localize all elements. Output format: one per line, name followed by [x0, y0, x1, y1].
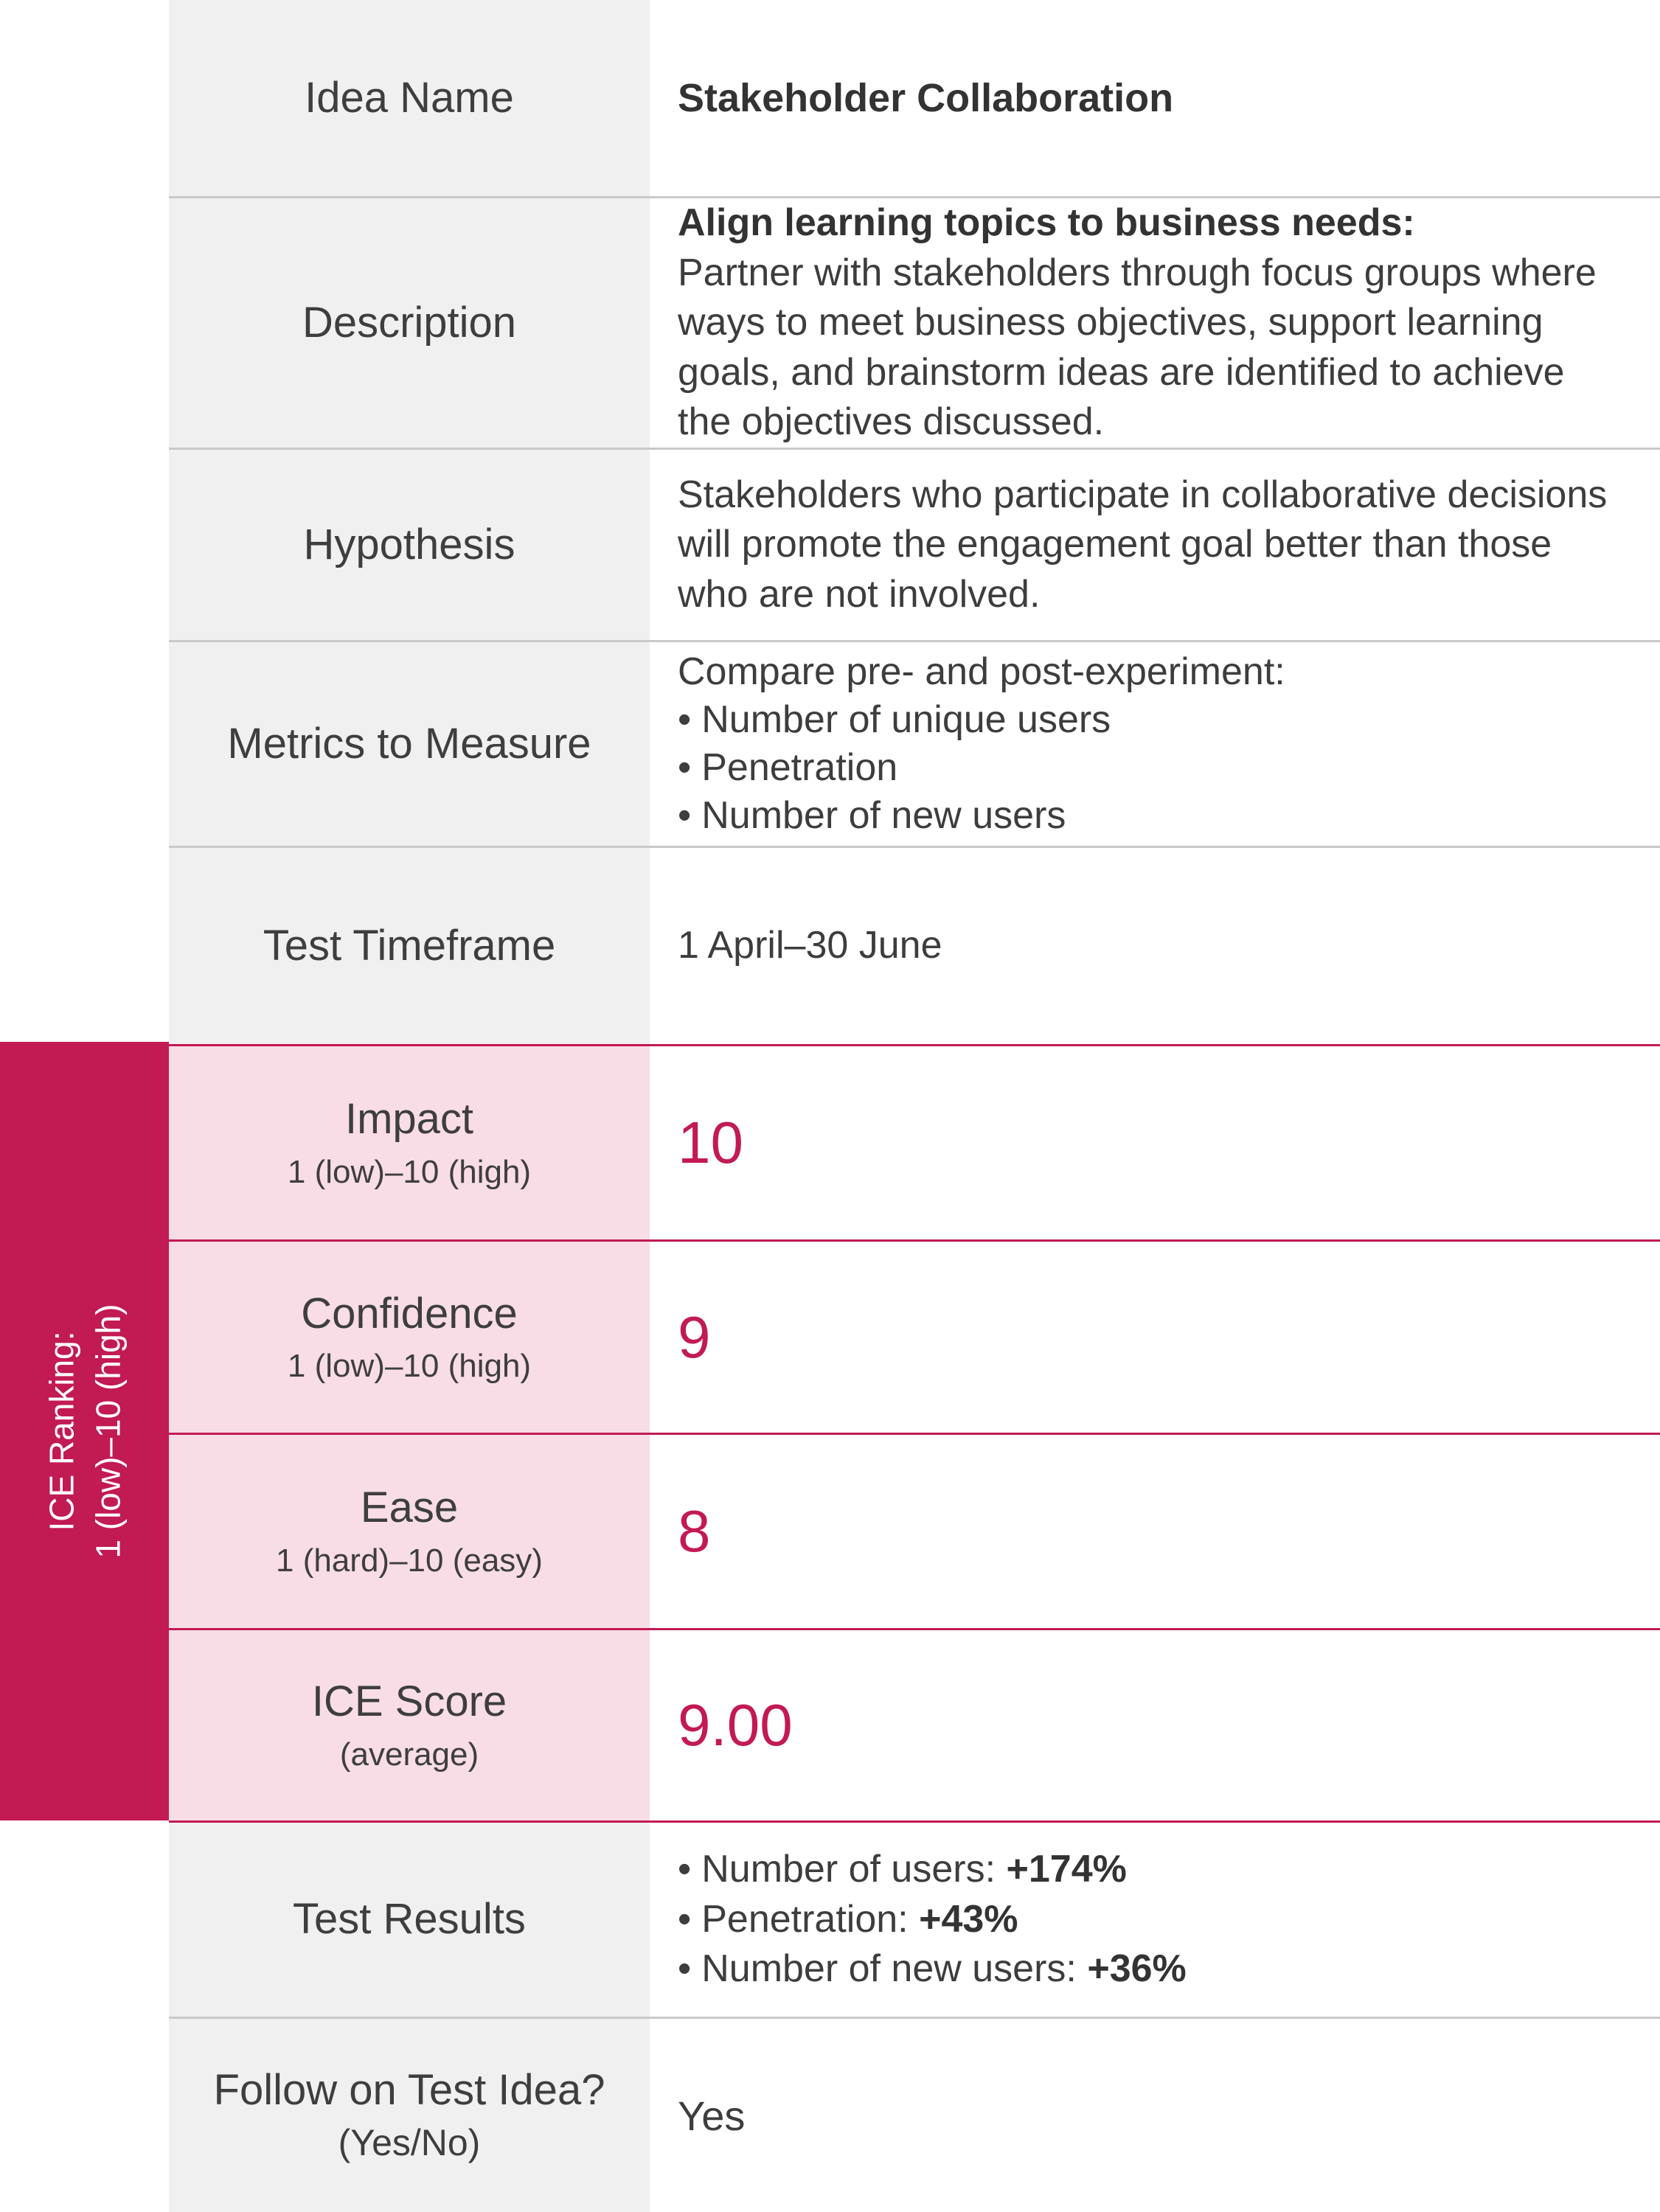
hypothesis-value-cell: [650, 450, 1660, 640]
bullet-icon: •: [678, 746, 692, 789]
description-value-cell: [650, 198, 1660, 448]
row-timeframe: [169, 846, 1660, 1044]
metrics-bullet-3-text: Number of new users: [701, 794, 1066, 837]
ice-ranking-sidebar: [0, 1042, 169, 1820]
test-results-bullet-2-text: Penetration:: [701, 1897, 920, 1941]
test-results-label-cell: [169, 1823, 650, 2017]
test-results-label: Test Results: [293, 1895, 526, 1944]
confidence-value-cell: [650, 1242, 1660, 1433]
row-description: [169, 196, 1660, 448]
follow-on-value: Yes: [678, 2092, 746, 2139]
description-body: Partner with stakeholders through focus groups where ways to meet business objectives, support learning goals, and brainstorm ideas are identified to achieve the objectives discussed.: [678, 251, 1597, 444]
description-label: Description: [302, 298, 517, 347]
follow-on-value-cell: [650, 2019, 1660, 2212]
hypothesis-value: Stakeholders who participate in collaborative decisions will promote the engagement goal better than those who are not involved.: [678, 473, 1608, 616]
ice-score-value-cell: [650, 1630, 1660, 1820]
bullet-icon: •: [678, 794, 692, 837]
idea-name-value: Stakeholder Collaboration: [678, 76, 1174, 120]
metrics-bullet-1-text: Number of unique users: [701, 698, 1111, 741]
row-ease: [169, 1433, 1660, 1628]
ice-ranking-scale: 1 (low)–10 (high): [88, 1304, 127, 1559]
idea-name-value-cell: [650, 0, 1660, 196]
metrics-bullet-3: [678, 792, 1628, 840]
row-idea-name: [169, 0, 1660, 196]
bullet-icon: •: [678, 698, 692, 741]
metrics-intro: Compare pre- and post-experiment:: [678, 650, 1285, 693]
metrics-bullet-1: [678, 696, 1628, 744]
row-metrics: [169, 640, 1660, 846]
ice-score-value: 9.00: [678, 1692, 793, 1758]
ice-score-label-cell: [169, 1630, 650, 1820]
timeframe-label-cell: [169, 848, 650, 1044]
test-results-bullet-3-value: +36%: [1087, 1947, 1187, 1991]
confidence-label: Confidence: [301, 1289, 518, 1338]
metrics-label-cell: [169, 642, 650, 846]
idea-name-label: Idea Name: [305, 73, 514, 122]
ease-sublabel: 1 (hard)–10 (easy): [276, 1542, 543, 1579]
row-ice-score: [169, 1628, 1660, 1820]
row-impact: [169, 1044, 1660, 1239]
test-results-bullet-1-text: Number of users:: [701, 1848, 1007, 1891]
metrics-label: Metrics to Measure: [227, 719, 591, 768]
row-confidence: [169, 1239, 1660, 1433]
impact-label: Impact: [344, 1095, 474, 1144]
metrics-bullet-2-text: Penetration: [701, 746, 898, 789]
ease-label: Ease: [360, 1484, 459, 1532]
ease-value-cell: [650, 1435, 1660, 1628]
bullet-icon: •: [678, 1947, 692, 1991]
description-value: [678, 198, 1628, 448]
metrics-bullet-2: [678, 744, 1628, 792]
test-results-bullet-3-text: Number of new users:: [701, 1947, 1088, 1991]
metrics-value: [678, 648, 1628, 840]
test-results-bullet-1-value: +174%: [1006, 1848, 1127, 1891]
bullet-icon: •: [678, 1897, 692, 1941]
timeframe-value-cell: [650, 848, 1660, 1044]
row-hypothesis: [169, 448, 1660, 640]
test-results-bullet-2-value: +43%: [919, 1897, 1018, 1941]
test-results-value: [678, 1845, 1628, 1994]
row-test-results: [169, 1820, 1660, 2017]
ease-value: 8: [678, 1498, 711, 1564]
ice-score-label: ICE Score: [311, 1677, 507, 1726]
hypothesis-label: Hypothesis: [303, 520, 515, 568]
confidence-label-cell: [169, 1242, 650, 1433]
confidence-value: 9: [678, 1304, 711, 1370]
hypothesis-label-cell: [169, 450, 650, 640]
test-results-bullet-2: [678, 1895, 1628, 1945]
confidence-sublabel: 1 (low)–10 (high): [287, 1348, 532, 1385]
timeframe-label: Test Timeframe: [263, 921, 556, 970]
ease-label-cell: [169, 1435, 650, 1628]
impact-sublabel: 1 (low)–10 (high): [287, 1153, 532, 1190]
row-follow-on: [169, 2017, 1660, 2212]
bullet-icon: •: [678, 1848, 692, 1891]
ice-score-sublabel: (average): [339, 1736, 479, 1773]
follow-on-sublabel: (Yes/No): [338, 2121, 481, 2163]
ice-ranking-sidebar-text: [0, 1042, 169, 1820]
test-results-value-cell: [650, 1823, 1660, 2017]
impact-value-cell: [650, 1046, 1660, 1239]
metrics-value-cell: [650, 642, 1660, 846]
impact-label-cell: [169, 1046, 650, 1239]
ice-ranking-title: ICE Ranking:: [42, 1331, 81, 1531]
timeframe-value: 1 April–30 June: [678, 924, 942, 967]
impact-value: 10: [678, 1110, 743, 1175]
description-lead: Align learning topics to business needs:: [678, 201, 1415, 245]
description-label-cell: [169, 198, 650, 448]
follow-on-label: Follow on Test Idea?: [213, 2066, 605, 2115]
test-results-bullet-3: [678, 1944, 1628, 1994]
follow-on-label-cell: [169, 2019, 650, 2212]
test-results-bullet-1: [678, 1845, 1628, 1895]
idea-name-label-cell: [169, 0, 650, 196]
